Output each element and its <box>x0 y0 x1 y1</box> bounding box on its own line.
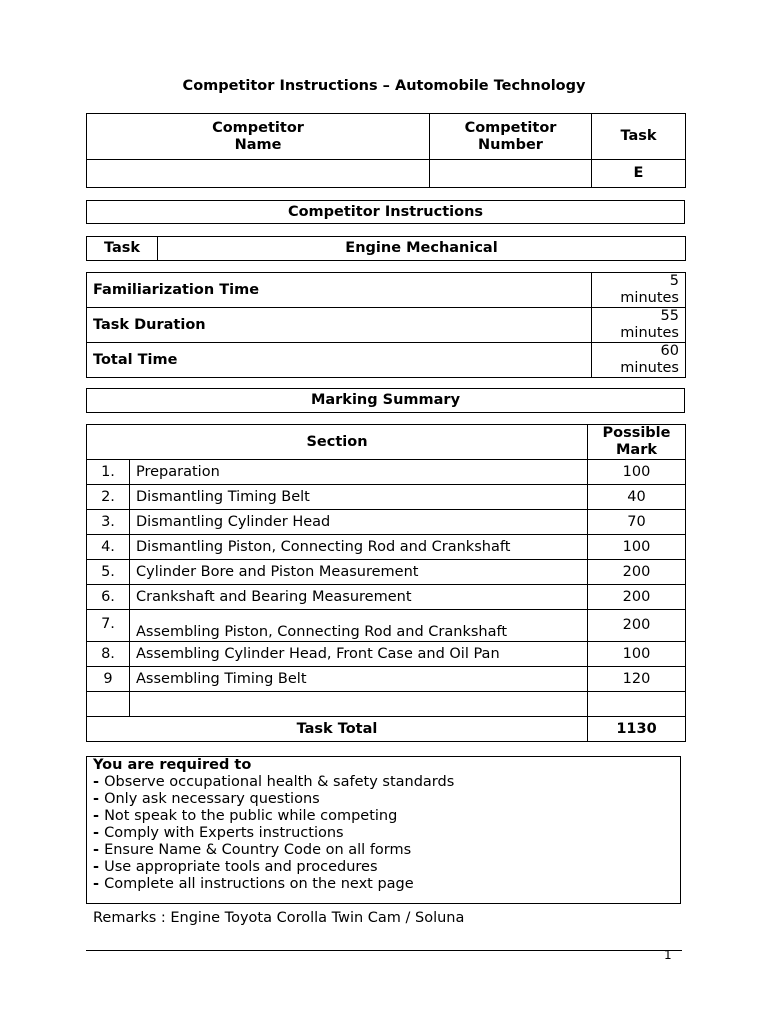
requirement-item: - Complete all instructions on the next page <box>93 876 414 892</box>
row-mark: 40 <box>588 485 686 510</box>
task-letter-cell: E <box>592 160 686 188</box>
row-mark <box>588 692 686 717</box>
table-row <box>87 667 686 692</box>
task-name: Engine Mechanical <box>158 237 686 261</box>
row-mark: 100 <box>588 642 686 667</box>
time-value: 5 minutes <box>592 273 686 308</box>
section-header: Section <box>87 425 588 460</box>
requirement-item: - Not speak to the public while competing <box>93 808 398 824</box>
requirement-item: - Observe occupational health & safety standards <box>93 774 455 790</box>
row-section: Dismantling Piston, Connecting Rod and Crankshaft <box>130 535 588 560</box>
table-row <box>87 460 686 485</box>
row-section: Preparation <box>130 460 588 485</box>
table-row <box>87 585 686 610</box>
requirements-box <box>86 756 681 904</box>
row-section: Assembling Cylinder Head, Front Case and Oil Pan <box>130 642 588 667</box>
table-row <box>87 485 686 510</box>
table-row <box>87 510 686 535</box>
row-number: 9 <box>87 667 130 692</box>
row-section: Cylinder Bore and Piston Measurement <box>130 560 588 585</box>
row-number: 3. <box>87 510 130 535</box>
time-label: Familiarization Time <box>87 273 592 308</box>
requirement-item: - Comply with Experts instructions <box>93 825 344 841</box>
row-number: 5. <box>87 560 130 585</box>
possible-mark-header: Possible Mark <box>588 425 686 460</box>
table-row <box>87 642 686 667</box>
task-label: Task <box>87 237 158 261</box>
row-section: Assembling Timing Belt <box>130 667 588 692</box>
footer-divider <box>86 950 682 951</box>
row-number: 1. <box>87 460 130 485</box>
page-title: Competitor Instructions – Automobile Technology <box>182 78 586 94</box>
competitor-name-header: Competitor Name <box>87 114 430 160</box>
row-section <box>130 692 588 717</box>
row-mark: 100 <box>588 535 686 560</box>
remarks-text: Remarks : Engine Toyota Corolla Twin Cam / Soluna <box>93 910 465 926</box>
row-number: 7. <box>87 610 130 642</box>
competitor-name-cell <box>87 160 430 188</box>
row-mark: 100 <box>588 460 686 485</box>
table-row <box>87 535 686 560</box>
requirement-item: - Ensure Name & Country Code on all forms <box>93 842 412 858</box>
row-section: Assembling Piston, Connecting Rod and Crankshaft <box>130 610 588 642</box>
time-table <box>86 272 686 378</box>
row-section: Crankshaft and Bearing Measurement <box>130 585 588 610</box>
task-total-label: Task Total <box>87 717 588 742</box>
table-row <box>87 692 686 717</box>
requirements-heading: You are required to <box>93 757 252 773</box>
row-number <box>87 692 130 717</box>
row-number: 4. <box>87 535 130 560</box>
row-mark: 120 <box>588 667 686 692</box>
time-value: 60 minutes <box>592 343 686 378</box>
time-value: 55 minutes <box>592 308 686 343</box>
marking-summary-bar: Marking Summary <box>86 388 685 413</box>
table-row <box>87 560 686 585</box>
competitor-header-table <box>86 113 686 188</box>
requirement-item: - Only ask necessary questions <box>93 791 320 807</box>
page-number: 1 <box>664 948 672 962</box>
row-section: Dismantling Timing Belt <box>130 485 588 510</box>
row-mark: 70 <box>588 510 686 535</box>
competitor-instructions-bar: Competitor Instructions <box>86 200 685 224</box>
marking-table <box>86 424 686 742</box>
row-mark: 200 <box>588 610 686 642</box>
task-name-table <box>86 236 686 261</box>
row-mark: 200 <box>588 560 686 585</box>
row-number: 8. <box>87 642 130 667</box>
competitor-number-header: Competitor Number <box>430 114 592 160</box>
time-label: Task Duration <box>87 308 592 343</box>
task-total-value: 1130 <box>588 717 686 742</box>
time-label: Total Time <box>87 343 592 378</box>
competitor-number-cell <box>430 160 592 188</box>
table-row <box>87 610 686 642</box>
row-number: 6. <box>87 585 130 610</box>
row-mark: 200 <box>588 585 686 610</box>
requirement-item: - Use appropriate tools and procedures <box>93 859 378 875</box>
row-number: 2. <box>87 485 130 510</box>
task-header: Task <box>592 114 686 160</box>
row-section: Dismantling Cylinder Head <box>130 510 588 535</box>
